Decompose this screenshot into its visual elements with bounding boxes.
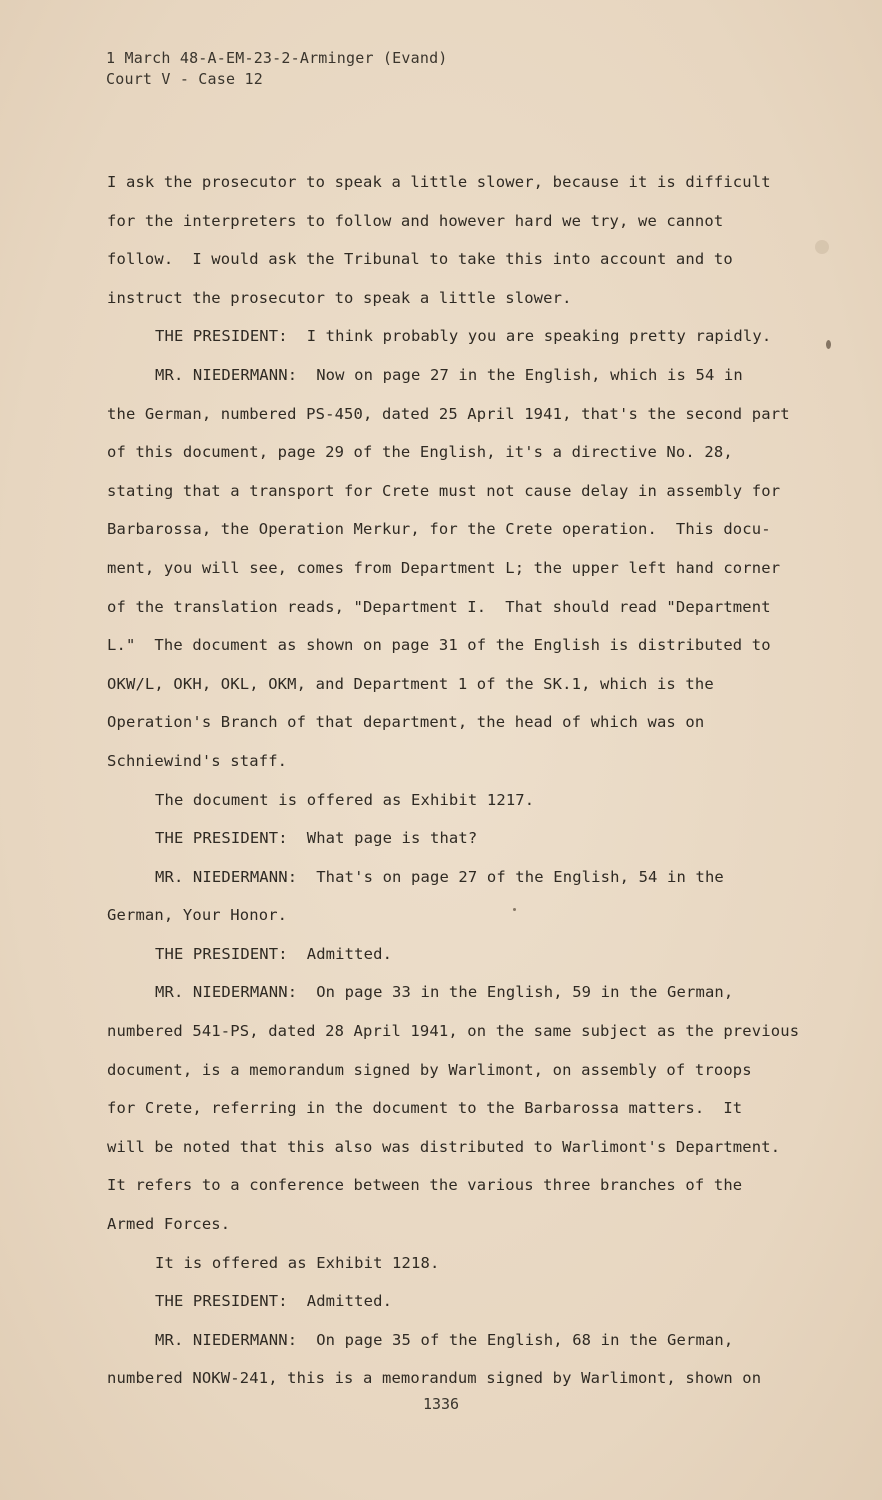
transcript-line: stating that a transport for Crete must not cause delay in assembly for [107, 481, 781, 500]
transcript-line: document, is a memorandum signed by Warlimont, on assembly of troops [107, 1060, 752, 1079]
transcript-line: MR. NIEDERMANN: On page 35 of the English, 68 in the German, [155, 1330, 734, 1349]
paper-speck [513, 908, 516, 911]
transcript-line: THE PRESIDENT: Admitted. [155, 1292, 393, 1311]
transcript-line: the German, numbered PS-450, dated 25 April 1941, that's the second part [107, 404, 790, 423]
transcript-line: THE PRESIDENT: What page is that? [155, 829, 478, 848]
paper-speck [815, 240, 829, 254]
transcript-line: of the translation reads, "Department I. That should read "Department [107, 597, 771, 616]
header-session-line: 1 March 48-A-EM-23-2-Arminger (Evand) [106, 49, 448, 67]
transcript-line: MR. NIEDERMANN: Now on page 27 in the English, which is 54 in [155, 365, 743, 384]
transcript-line: follow. I would ask the Tribunal to take this into account and to [107, 250, 733, 269]
header-court-line: Court V - Case 12 [106, 70, 263, 88]
transcript-line: instruct the prosecutor to speak a little slower. [107, 288, 572, 307]
transcript-line: Barbarossa, the Operation Merkur, for the Crete operation. This docu- [107, 520, 771, 539]
transcript-line: L." The document as shown on page 31 of the English is distributed to [107, 636, 771, 655]
transcript-line: for the interpreters to follow and however hard we try, we cannot [107, 211, 724, 230]
transcript-line: of this document, page 29 of the English, it's a directive No. 28, [107, 443, 733, 462]
page-number: 1336 [422, 1395, 460, 1413]
transcript-line: numbered NOKW-241, this is a memorandum signed by Warlimont, shown on [107, 1369, 762, 1388]
transcript-line: will be noted that this also was distributed to Warlimont's Department. [107, 1137, 781, 1156]
transcript-line: OKW/L, OKH, OKL, OKM, and Department 1 of the SK.1, which is the [107, 674, 714, 693]
transcript-line: THE PRESIDENT: I think probably you are speaking pretty rapidly. [155, 327, 772, 346]
transcript-line: German, Your Honor. [107, 906, 288, 925]
transcript-line: MR. NIEDERMANN: That's on page 27 of the English, 54 in the [155, 867, 724, 886]
transcript-line: Armed Forces. [107, 1215, 231, 1234]
transcript-line: It is offered as Exhibit 1218. [155, 1253, 440, 1272]
transcript-line: Operation's Branch of that department, the head of which was on [107, 713, 705, 732]
transcript-line: numbered 541-PS, dated 28 April 1941, on the same subject as the previous [107, 1022, 800, 1041]
transcript-line: The document is offered as Exhibit 1217. [155, 790, 535, 809]
transcript-line: It refers to a conference between the various three branches of the [107, 1176, 743, 1195]
paper-speck [826, 340, 831, 349]
document-header [106, 48, 448, 90]
transcript-line: for Crete, referring in the document to the Barbarossa matters. It [107, 1099, 743, 1118]
transcript-line: ment, you will see, comes from Department L; the upper left hand corner [107, 558, 781, 577]
transcript-line: I ask the prosecutor to speak a little slower, because it is difficult [107, 173, 771, 191]
transcript-line: Schniewind's staff. [107, 751, 288, 770]
transcript-body [107, 163, 847, 1398]
transcript-line: MR. NIEDERMANN: On page 33 in the English, 59 in the German, [155, 983, 734, 1002]
transcript-line: THE PRESIDENT: Admitted. [155, 944, 393, 963]
